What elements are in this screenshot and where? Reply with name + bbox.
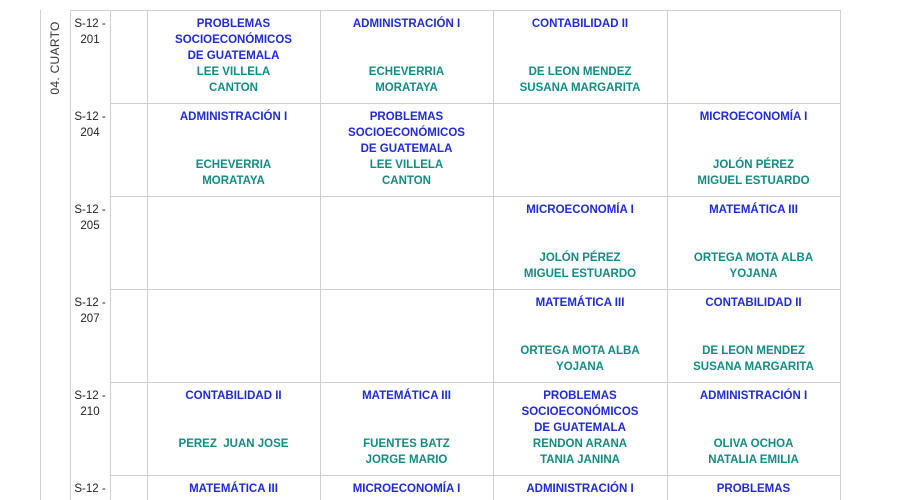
schedule-cell xyxy=(320,109,493,189)
course-name: ADMINISTRACIÓN I xyxy=(526,483,634,495)
room-number: 205 xyxy=(80,220,100,232)
schedule-cell xyxy=(147,481,320,497)
course-name: SOCIOECONÓMICOS xyxy=(521,406,639,418)
grid-line xyxy=(110,103,841,104)
room-number: 207 xyxy=(80,313,100,325)
teacher-name: YOJANA xyxy=(556,361,604,373)
room-label xyxy=(70,295,110,327)
course-name: ADMINISTRACIÓN I xyxy=(352,18,461,30)
room-label xyxy=(70,202,110,234)
course-name: MATEMÁTICA III xyxy=(535,297,625,309)
course-name: SOCIOECONÓMICOS xyxy=(348,127,465,139)
room-number: 201 xyxy=(80,34,100,46)
schedule-cell xyxy=(320,16,493,96)
course-name: SOCIOECONÓMICOS xyxy=(175,34,292,46)
schedule-cell xyxy=(147,16,320,96)
teacher-name: JOLÓN PÉREZ xyxy=(712,159,795,171)
teacher-name: MORATAYA xyxy=(202,175,265,187)
level-label-text: 04. CUARTO xyxy=(48,21,62,95)
room-code: S-12 - xyxy=(74,390,106,402)
teacher-name: TANIA JANINA xyxy=(540,454,620,466)
course-name: DE GUATEMALA xyxy=(360,143,453,155)
schedule-cell xyxy=(147,388,320,452)
teacher-name: YOJANA xyxy=(729,268,778,280)
room-number: 210 xyxy=(80,406,100,418)
course-name: ADMINISTRACIÓN I xyxy=(179,111,288,123)
grid-line xyxy=(110,10,111,500)
teacher-name: DE LEON MENDEZ xyxy=(528,66,632,78)
teacher-name: DE LEON MENDEZ xyxy=(702,345,805,357)
course-name: MICROECONOMÍA I xyxy=(352,483,461,495)
schedule-cell xyxy=(147,109,320,189)
course-name: MATEMÁTICA III xyxy=(362,390,451,402)
room-number: 204 xyxy=(80,127,100,139)
teacher-name: ECHEVERRIA xyxy=(368,66,445,78)
teacher-name: SUSANA MARGARITA xyxy=(693,361,814,373)
course-name: DE GUATEMALA xyxy=(534,422,626,434)
course-name: ADMINISTRACIÓN I xyxy=(699,390,808,402)
teacher-name: ORTEGA MOTA ALBA xyxy=(693,252,814,264)
course-name: DE GUATEMALA xyxy=(187,50,280,62)
schedule-cell xyxy=(320,481,493,497)
room-label xyxy=(70,388,110,420)
grid-line xyxy=(70,10,841,11)
grid-line xyxy=(110,289,841,290)
room-code: S-12 - xyxy=(74,111,106,123)
course-name: CONTABILIDAD II xyxy=(705,297,802,309)
teacher-name: SUSANA MARGARITA xyxy=(519,82,641,94)
grid-line xyxy=(840,10,841,500)
course-name: MICROECONOMÍA I xyxy=(526,204,634,216)
grid-line xyxy=(70,10,71,500)
teacher-name: JORGE MARIO xyxy=(365,454,448,466)
teacher-name: MIGUEL ESTUARDO xyxy=(697,175,810,187)
course-name: MICROECONOMÍA I xyxy=(699,111,808,123)
schedule-cell xyxy=(667,109,840,189)
grid-line xyxy=(110,475,841,476)
course-name: PROBLEMAS xyxy=(196,18,271,30)
teacher-name: MORATAYA xyxy=(375,82,438,94)
grid-line xyxy=(110,382,841,383)
room-code: S-12 - xyxy=(74,297,106,309)
schedule-cell xyxy=(493,295,667,375)
schedule-cell xyxy=(493,202,667,282)
schedule-cell xyxy=(667,295,840,375)
course-name: PROBLEMAS xyxy=(716,483,791,495)
teacher-name: JOLÓN PÉREZ xyxy=(539,252,621,264)
room-label xyxy=(70,481,110,497)
teacher-name: ORTEGA MOTA ALBA xyxy=(520,345,640,357)
course-name: PROBLEMAS xyxy=(543,390,617,402)
teacher-name: RENDON ARANA xyxy=(532,438,628,450)
schedule-cell xyxy=(667,202,840,282)
teacher-name: OLIVA OCHOA xyxy=(713,438,794,450)
course-name: MATEMÁTICA III xyxy=(189,483,278,495)
teacher-name: CANTON xyxy=(209,82,258,94)
course-name: PROBLEMAS xyxy=(369,111,444,123)
course-name: CONTABILIDAD II xyxy=(531,18,629,30)
schedule-cell xyxy=(667,481,840,497)
teacher-name: CANTON xyxy=(382,175,431,187)
room-label xyxy=(70,109,110,141)
schedule-cell xyxy=(667,388,840,468)
teacher-name: ECHEVERRIA xyxy=(195,159,272,171)
course-name: MATEMÁTICA III xyxy=(709,204,798,216)
level-label xyxy=(40,16,70,106)
room-code: S-12 - xyxy=(74,483,106,495)
room-code: S-12 - xyxy=(74,18,106,30)
room-code: S-12 - xyxy=(74,204,106,216)
teacher-name: PEREZ JUAN JOSE xyxy=(178,438,289,450)
teacher-name: LEE VILLELA xyxy=(369,159,444,171)
teacher-name: LEE VILLELA xyxy=(196,66,271,78)
course-name: CONTABILIDAD II xyxy=(185,390,282,402)
schedule-cell xyxy=(320,388,493,468)
schedule-cell xyxy=(493,16,667,96)
room-label xyxy=(70,16,110,48)
teacher-name: MIGUEL ESTUARDO xyxy=(523,268,637,280)
teacher-name: NATALIA EMILIA xyxy=(708,454,799,466)
teacher-name: FUENTES BATZ xyxy=(363,438,450,450)
grid-line xyxy=(110,196,841,197)
schedule-cell xyxy=(493,388,667,468)
schedule-cell xyxy=(493,481,667,497)
